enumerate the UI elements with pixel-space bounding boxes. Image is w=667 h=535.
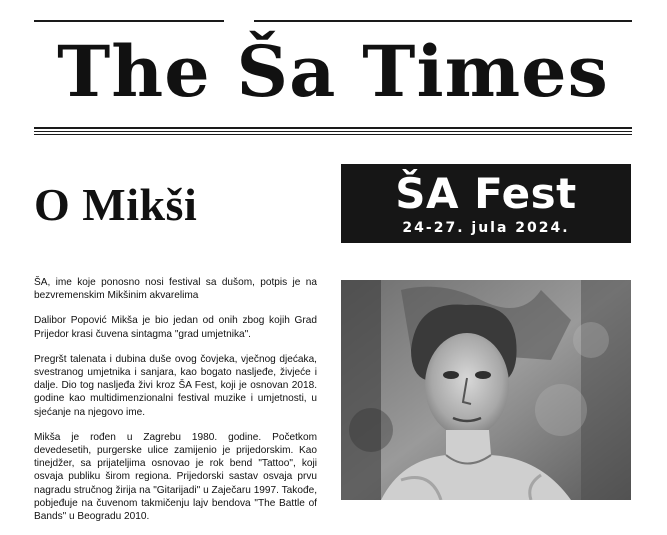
masthead-title: The Ša Times	[57, 30, 609, 113]
article-paragraph: ŠA, ime koje ponosno nosi festival sa dušom, potpis je na bezvremenskim Mikšinim akvarelima	[34, 277, 317, 302]
masthead-bottom-rule-thin-2	[34, 134, 632, 135]
masthead-bottom-rule	[34, 127, 632, 129]
article-paragraph: Dalibor Popović Mikša je bio jedan od onih zbog kojih Grad Prijedor krasi čuvena sintagma "grad umjetnika".	[34, 315, 317, 340]
festival-banner	[341, 164, 631, 243]
article-body	[34, 276, 317, 535]
masthead-bottom-rule-thin	[34, 131, 632, 132]
portrait-photo	[341, 280, 631, 500]
festival-name: ŠA Fest	[395, 169, 577, 218]
section-title: O Mikši	[34, 179, 198, 230]
article-paragraph: Mikša je rođen u Zagrebu 1980. godine. Početkom devedesetih, purgerske ulice zamijenio je prijedorskim. Kao tinejdžer, sa prijateljima osnovao je rok bend "Tattoo", koji osvaja publiku širom regiona. Prijedorski sastav osvaja prvu nagradu stručnog žirija na "Gitarijadi" u Zaječaru 1997. Takođe, pobjeđuje na čuvenom takmičenju lajv bendova "The Battle of Bands" u Beogradu 2010.	[34, 431, 317, 523]
article-paragraph: Pregršt talenata i dubina duše ovog čovjeka, vječnog djećaka, svestranog umjetnika i sanjara, kao bogato nasljeđe, živjeće i dalje. Dio tog nasljeđa živi kroz ŠA Fest, koji je osnovan 2018. godine kao multidimenzionalni festival muzike i umjetnosti, u sjećanje na njegovo ime.	[34, 353, 317, 418]
festival-dates: 24-27. jula 2024.	[402, 220, 570, 236]
portrait-watercolor-image	[341, 280, 631, 500]
